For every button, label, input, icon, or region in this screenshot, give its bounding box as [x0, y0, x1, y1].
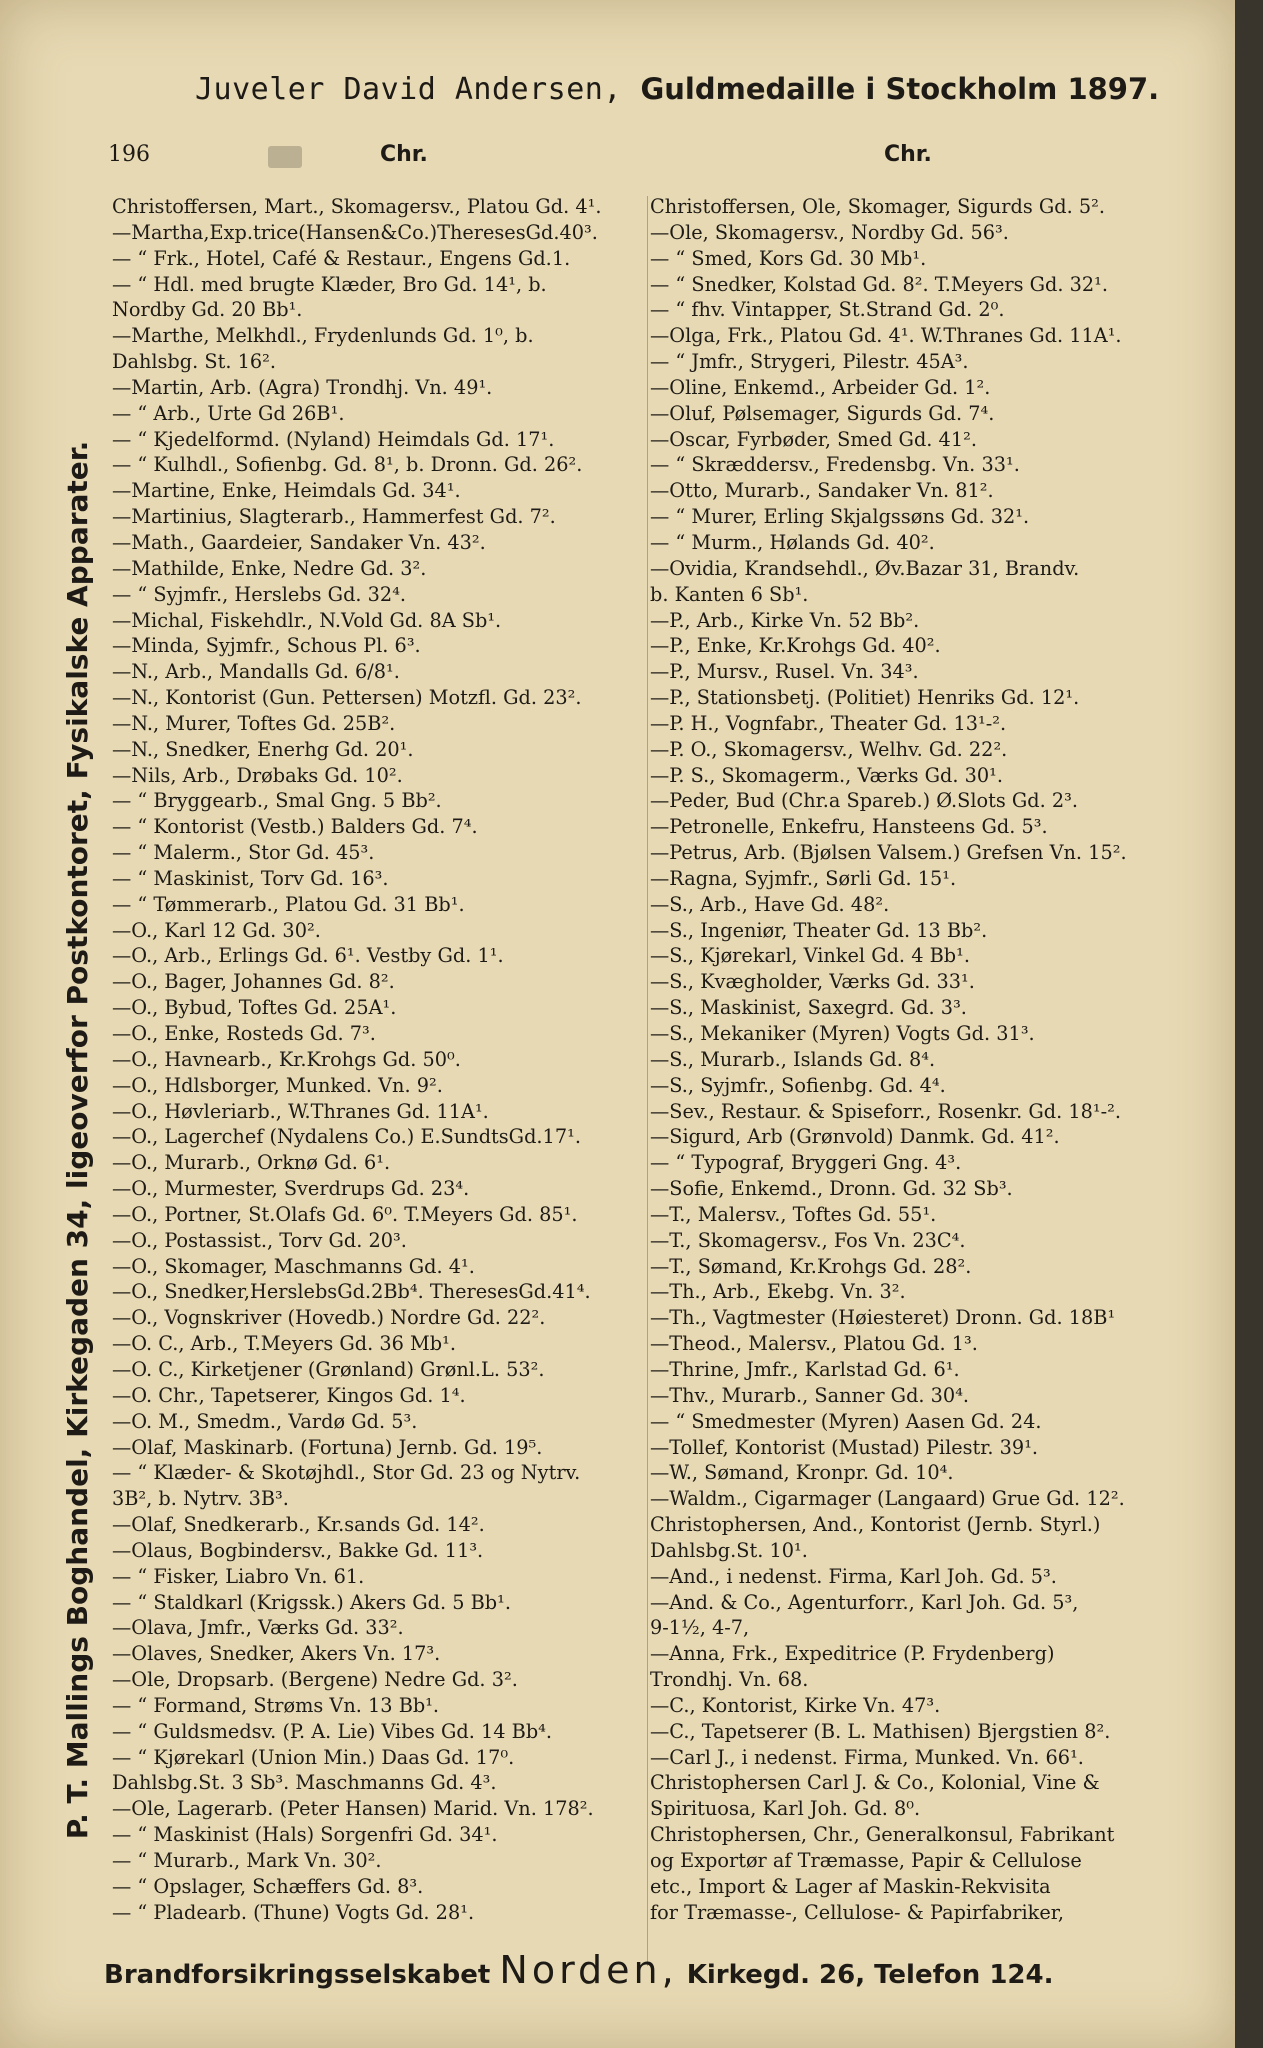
directory-entry-line: —Petronelle, Enkefru, Hansteens Gd. 5³.	[650, 815, 1048, 839]
directory-entry-line: — “ Bryggearb., Smal Gng. 5 Bb².	[112, 789, 442, 813]
directory-entry-line: —S., Mekaniker (Myren) Vogts Gd. 31³.	[650, 1022, 1035, 1045]
directory-entry-line: —Th., Vagtmester (Høiesteret) Dronn. Gd. 18B¹	[650, 1306, 1116, 1330]
directory-entry-line: —Martinius, Slagterarb., Hammerfest Gd. 7².	[112, 505, 556, 529]
directory-entry-line: —S., Syjmfr., Sofienbg. Gd. 4⁴.	[650, 1073, 946, 1097]
directory-entry-line: —Thv., Murarb., Sanner Gd. 30⁴.	[650, 1383, 970, 1407]
directory-entry-line: Christoffersen, Mart., Skomagersv., Platou Gd. 4¹.	[112, 195, 602, 218]
directory-entry-line: etc., Import & Lager af Maskin-Rekvisita	[650, 1874, 1051, 1898]
directory-entry-line: Dahlsbg.St. 3 Sb³. Maschmanns Gd. 4³.	[112, 1771, 497, 1795]
directory-entry-line: —C., Tapetserer (B. L. Mathisen) Bjergstien 8².	[650, 1719, 1111, 1743]
directory-entry-line: — “ Murer, Erling Skjalgssøns Gd. 32¹.	[650, 505, 1030, 529]
directory-entry-line: —Olaves, Snedker, Akers Vn. 17³.	[112, 1642, 441, 1666]
directory-entry-line: —Theod., Malersv., Platou Gd. 1³.	[650, 1332, 978, 1356]
directory-entry-line: —Nils, Arb., Drøbaks Gd. 10².	[112, 763, 403, 787]
directory-entry-line: —Carl J., i nedenst. Firma, Munked. Vn. 66¹.	[650, 1745, 1084, 1769]
directory-entry-line: — “ Formand, Strøms Vn. 13 Bb¹.	[112, 1693, 440, 1717]
directory-entry-line: —O., Karl 12 Gd. 30².	[112, 918, 321, 942]
directory-entry-line: — “ Fisker, Liabro Vn. 61.	[112, 1564, 365, 1588]
left-column-entries	[112, 194, 646, 1926]
directory-entry-line: —Sofie, Enkemd., Dronn. Gd. 32 Sb³.	[650, 1177, 1013, 1201]
directory-entry-line: for Træmasse-, Cellulose- & Papirfabriker,	[650, 1900, 1064, 1924]
directory-entry-line: — “ Snedker, Kolstad Gd. 8². T.Meyers Gd. 32¹.	[650, 272, 1109, 296]
directory-entry-line: — “ Guldsmedsv. (P. A. Lie) Vibes Gd. 14 Bb⁴.	[112, 1719, 553, 1743]
directory-entry-line: — “ Murm., Hølands Gd. 40².	[650, 530, 935, 554]
directory-entry-line: —Ole, Skomagersv., Nordby Gd. 56³.	[650, 220, 1009, 244]
directory-entry-line: — “ fhv. Vintapper, St.Strand Gd. 2⁰.	[650, 298, 1005, 322]
directory-entry-line: —S., Maskinist, Saxegrd. Gd. 3³.	[650, 996, 967, 1020]
directory-entry-line: — “ Kulhdl., Sofienbg. Gd. 8¹, b. Dronn. Gd. 26².	[112, 453, 583, 477]
library-stamp	[268, 146, 302, 168]
directory-entry-line: — “ Maskinist, Torv Gd. 16³.	[112, 866, 389, 890]
directory-entry-line: — “ Kjedelformd. (Nyland) Heimdals Gd. 17¹.	[112, 427, 555, 451]
directory-entry-line: —Sigurd, Arb (Grønvold) Danmk. Gd. 41².	[650, 1125, 1060, 1149]
directory-entry-line: —Otto, Murarb., Sandaker Vn. 81².	[650, 479, 994, 503]
directory-entry-line: —Olava, Jmfr., Værks Gd. 33².	[112, 1616, 404, 1640]
directory-entry-line: —Anna, Frk., Expeditrice (P. Frydenberg)	[650, 1642, 1055, 1666]
directory-entry-line: — “ Tømmerarb., Platou Gd. 31 Bb¹.	[112, 892, 465, 916]
directory-entry-line: — “ Typograf, Bryggeri Gng. 4³.	[650, 1151, 962, 1175]
directory-entry-line: —Ovidia, Krandsehdl., Øv.Bazar 31, Brandv.	[650, 556, 1080, 580]
directory-entry-line: — “ Jmfr., Strygeri, Pilestr. 45A³.	[650, 350, 969, 374]
directory-entry-line: og Exportør af Træmasse, Papir & Cellulose	[650, 1849, 1082, 1872]
directory-entry-line: —Oluf, Pølsemager, Sigurds Gd. 7⁴.	[650, 401, 995, 425]
directory-entry-line: —Olaf, Snedkerarb., Kr.sands Gd. 14².	[112, 1513, 485, 1537]
directory-entry-line: — “ Maskinist (Hals) Sorgenfri Gd. 34¹.	[112, 1823, 498, 1847]
footer-ad-company: Brandforsikringsselskabet	[104, 1960, 491, 1990]
directory-entry-line: Dahlsbg.St. 10¹.	[650, 1538, 808, 1562]
directory-entry-line: —Peder, Bud (Chr.a Spareb.) Ø.Slots Gd. 2³.	[650, 789, 1078, 813]
directory-entry-line: —C., Kontorist, Kirke Vn. 47³.	[650, 1693, 941, 1717]
directory-entry-line: —O. C., Kirketjener (Grønland) Grønl.L. 53².	[112, 1357, 545, 1381]
directory-entry-line: 9-1½, 4-7,	[650, 1616, 750, 1640]
directory-entry-line: —N., Murer, Toftes Gd. 25B².	[112, 711, 396, 735]
directory-entry-line: —O. C., Arb., T.Meyers Gd. 36 Mb¹.	[112, 1332, 457, 1356]
directory-entry-line: —Ole, Lagerarb. (Peter Hansen) Marid. Vn. 178².	[112, 1797, 594, 1821]
left-column-heading: Chr.	[380, 142, 428, 167]
directory-entry-line: —Math., Gaardeier, Sandaker Vn. 43².	[112, 530, 486, 554]
directory-entry-line: Christophersen Carl J. & Co., Kolonial, Vine &	[650, 1771, 1100, 1795]
directory-entry-line: —Thrine, Jmfr., Karlstad Gd. 6¹.	[650, 1357, 960, 1381]
directory-entry-line: — “ Smed, Kors Gd. 30 Mb¹.	[650, 246, 927, 270]
directory-entry-line: —Petrus, Arb. (Bjølsen Valsem.) Grefsen Vn. 15².	[650, 841, 1127, 865]
directory-entry-line: —T., Sømand, Kr.Krohgs Gd. 28².	[650, 1254, 972, 1278]
directory-entry-line: Trondhj. Vn. 68.	[650, 1668, 809, 1692]
directory-entry-line: —Olaus, Bogbindersv., Bakke Gd. 11³.	[112, 1538, 484, 1562]
directory-entry-line: —T., Malersv., Toftes Gd. 55¹.	[650, 1202, 937, 1226]
directory-entry-line: Christophersen, Chr., Generalkonsul, Fabrikant	[650, 1823, 1115, 1847]
directory-entry-line: —Martin, Arb. (Agra) Trondhj. Vn. 49¹.	[112, 375, 493, 399]
directory-entry-line: Nordby Gd. 20 Bb¹.	[112, 298, 303, 322]
directory-entry-line: —Martha,Exp.trice(Hansen&Co.)TheresesGd.40³.	[112, 220, 598, 244]
directory-entry-line: —O., Høvleriarb., W.Thranes Gd. 11A¹.	[112, 1099, 489, 1123]
directory-entry-line: —O., Hdlsborger, Munked. Vn. 9².	[112, 1073, 443, 1097]
footer-ad-address: Kirkegd. 26, Telefon 124.	[686, 1960, 1054, 1990]
directory-entry-line: — “ Smedmester (Myren) Aasen Gd. 24.	[650, 1409, 1042, 1433]
directory-entry-line: —P. O., Skomagersv., Welhv. Gd. 22².	[650, 737, 1008, 761]
directory-entry-line: —And., i nedenst. Firma, Karl Joh. Gd. 5³.	[650, 1564, 1057, 1588]
directory-entry-line: —S., Murarb., Islands Gd. 8⁴.	[650, 1047, 936, 1071]
directory-entry-line: —Olga, Frk., Platou Gd. 4¹. W.Thranes Gd. 11A¹.	[650, 324, 1122, 348]
directory-entry-line: —O. Chr., Tapetserer, Kingos Gd. 1⁴.	[112, 1383, 466, 1407]
directory-entry-line: —O. M., Smedm., Vardø Gd. 5³.	[112, 1409, 418, 1433]
directory-entry-line: —Ragna, Syjmfr., Sørli Gd. 15¹.	[650, 866, 957, 890]
directory-entry-line: —Oscar, Fyrbøder, Smed Gd. 41².	[650, 427, 977, 451]
directory-entry-line: 3B², b. Nytrv. 3B³.	[112, 1487, 289, 1511]
directory-entry-line: — “ Skræddersv., Fredensbg. Vn. 33¹.	[650, 453, 1020, 477]
footer-advertisement	[104, 1948, 1204, 1992]
directory-entry-line: —O., Havnearb., Kr.Krohgs Gd. 50⁰.	[112, 1047, 461, 1071]
header-advertisement	[195, 72, 1160, 122]
right-column-entries	[650, 194, 1195, 1926]
directory-entry-line: —And. & Co., Agenturforr., Karl Joh. Gd. 5³,	[650, 1590, 1079, 1614]
directory-entry-line: — “ Opslager, Schæffers Gd. 8³.	[112, 1874, 424, 1898]
directory-entry-line: —Th., Arb., Ekebg. Vn. 3².	[650, 1280, 906, 1304]
directory-entry-line: —P., Enke, Kr.Krohgs Gd. 40².	[650, 634, 941, 658]
directory-entry-line: — “ Syjmfr., Herslebs Gd. 32⁴.	[112, 582, 407, 606]
directory-entry-line: —P. S., Skomagerm., Værks Gd. 30¹.	[650, 763, 1004, 787]
directory-entry-line: b. Kanten 6 Sb¹.	[650, 582, 809, 606]
directory-entry-line: — “ Frk., Hotel, Café & Restaur., Engens Gd.1.	[112, 246, 571, 270]
directory-entry-line: — “ Klæder- & Skotøjhdl., Stor Gd. 23 og Nytrv.	[112, 1461, 581, 1485]
directory-entry-line: —S., Arb., Have Gd. 48².	[650, 892, 890, 916]
directory-entry-line: —O., Skomager, Maschmanns Gd. 4¹.	[112, 1254, 475, 1278]
directory-entry-line: —O., Bager, Johannes Gd. 8².	[112, 970, 395, 994]
directory-entry-line: —Michal, Fiskehdlr., N.Vold Gd. 8A Sb¹.	[112, 608, 502, 632]
directory-entry-line: —O., Arb., Erlings Gd. 6¹. Vestby Gd. 1¹.	[112, 944, 504, 968]
directory-entry-line: — “ Pladearb. (Thune) Vogts Gd. 28¹.	[112, 1900, 475, 1924]
directory-entry-line: Christoffersen, Ole, Skomager, Sigurds Gd. 5².	[650, 195, 1105, 218]
directory-entry-line: —O., Murarb., Orknø Gd. 6¹.	[112, 1151, 391, 1175]
directory-entry-line: —O., Murmester, Sverdrups Gd. 23⁴.	[112, 1177, 470, 1201]
directory-entry-line: —Waldm., Cigarmager (Langaard) Grue Gd. 12².	[650, 1487, 1125, 1511]
directory-entry-line: — “ Kontorist (Vestb.) Balders Gd. 7⁴.	[112, 815, 478, 839]
directory-entry-line: —P., Arb., Kirke Vn. 52 Bb².	[650, 608, 920, 632]
directory-entry-line: —Oline, Enkemd., Arbeider Gd. 1².	[650, 375, 991, 399]
directory-entry-line: —O., Portner, St.Olafs Gd. 6⁰. T.Meyers Gd. 85¹.	[112, 1202, 578, 1226]
directory-entry-line: —P., Mursv., Rusel. Vn. 34³.	[650, 660, 919, 684]
directory-entry-line: —W., Sømand, Kronpr. Gd. 10⁴.	[650, 1461, 954, 1485]
directory-entry-line: —O., Lagerchef (Nydalens Co.) E.SundtsGd.17¹.	[112, 1125, 581, 1149]
directory-entry-line: —O., Bybud, Toftes Gd. 25A¹.	[112, 996, 397, 1020]
directory-entry-line: —N., Kontorist (Gun. Pettersen) Motzfl. Gd. 23².	[112, 686, 582, 710]
directory-entry-line: —Mathilde, Enke, Nedre Gd. 3².	[112, 556, 427, 580]
directory-entry-line: —Marthe, Melkhdl., Frydenlunds Gd. 1⁰, b.	[112, 324, 534, 348]
directory-entry-line: Spirituosa, Karl Joh. Gd. 8⁰.	[650, 1797, 921, 1821]
directory-entry-line: Christophersen, And., Kontorist (Jernb. Styrl.)	[650, 1513, 1101, 1537]
header-ad-jeweler: Juveler David Andersen,	[195, 72, 622, 107]
directory-entry-line: — “ Malerm., Stor Gd. 45³.	[112, 841, 375, 865]
header-ad-medal: Guldmedaille i Stockholm 1897.	[640, 72, 1160, 106]
directory-entry-line: —T., Skomagersv., Fos Vn. 23C⁴.	[650, 1228, 966, 1252]
directory-entry-line: —S., Kvægholder, Værks Gd. 33¹.	[650, 970, 975, 994]
footer-ad-brand: Norden,	[499, 1948, 678, 1992]
directory-entry-line: —P. H., Vognfabr., Theater Gd. 13¹-².	[650, 711, 1007, 735]
directory-entry-line: —S., Kjørekarl, Vinkel Gd. 4 Bb¹.	[650, 944, 970, 968]
directory-entry-line: — “ Kjørekarl (Union Min.) Daas Gd. 17⁰.	[112, 1745, 515, 1769]
directory-entry-line: —Martine, Enke, Heimdals Gd. 34¹.	[112, 479, 461, 503]
column-divider	[647, 196, 648, 1966]
directory-entry-line: —Ole, Dropsarb. (Bergene) Nedre Gd. 3².	[112, 1668, 518, 1692]
directory-entry-line: — “ Arb., Urte Gd 26B¹.	[112, 401, 345, 425]
directory-entry-line: —N., Snedker, Enerhg Gd. 20¹.	[112, 737, 414, 761]
directory-entry-line: —O., Enke, Rosteds Gd. 7³.	[112, 1022, 376, 1045]
directory-entry-line: —O., Vognskriver (Hovedb.) Nordre Gd. 22².	[112, 1306, 546, 1330]
directory-entry-line: —Sev., Restaur. & Spiseforr., Rosenkr. Gd. 18¹-².	[650, 1099, 1122, 1123]
directory-entry-line: — “ Murarb., Mark Vn. 30².	[112, 1849, 382, 1872]
page-number: 196	[108, 142, 150, 167]
directory-entry-line: —Tollef, Kontorist (Mustad) Pilestr. 39¹.	[650, 1435, 1039, 1459]
directory-entry-line: Dahlsbg. St. 16².	[112, 350, 276, 374]
directory-entry-line: — “ Hdl. med brugte Klæder, Bro Gd. 14¹, b.	[112, 272, 547, 296]
directory-entry-line: —P., Stationsbetj. (Politiet) Henriks Gd. 12¹.	[650, 686, 1080, 710]
directory-entry-line: —N., Arb., Mandalls Gd. 6/8¹.	[112, 660, 400, 684]
right-column-heading: Chr.	[884, 142, 932, 167]
directory-entry-line: —Olaf, Maskinarb. (Fortuna) Jernb. Gd. 19⁵.	[112, 1435, 543, 1459]
directory-entry-line: — “ Staldkarl (Krigssk.) Akers Gd. 5 Bb¹.	[112, 1590, 511, 1614]
directory-entry-line: —O., Snedker,HerslebsGd.2Bb⁴. TheresesGd.41⁴.	[112, 1280, 591, 1304]
side-advertisement: P. T. Mallings Boghandel, Kirkegaden 34, ligeoverfor Postkontoret, Fysikalske Apparater.	[61, 440, 94, 1840]
directory-entry-line: —S., Ingeniør, Theater Gd. 13 Bb².	[650, 918, 988, 942]
directory-entry-line: —O., Postassist., Torv Gd. 20³.	[112, 1228, 407, 1252]
directory-entry-line: —Minda, Syjmfr., Schous Pl. 6³.	[112, 634, 421, 658]
